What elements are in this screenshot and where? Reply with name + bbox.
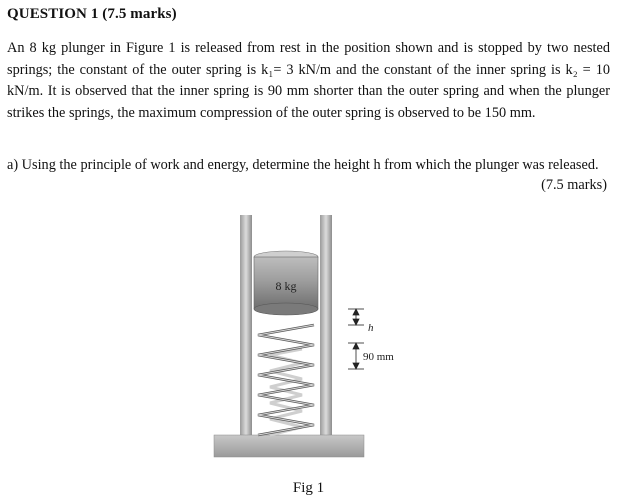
part-a-text: a) Using the principle of work and energy, determine the height h from which the plunger was released. xyxy=(7,157,599,173)
gap-label: 90 mm xyxy=(363,351,394,363)
ground-base xyxy=(214,435,364,457)
left-guide-wall xyxy=(240,215,252,437)
figure-caption: Fig 1 xyxy=(292,480,325,496)
question-title: QUESTION 1 (7.5 marks) xyxy=(7,6,177,22)
question-text: An 8 kg plunger in Figure 1 is released from rest in the position shown and is stopped by two nested springs; the constant of the outer spring is k₁= 3 kN/m and the constant of the inner spring is k₂ = 10 kN/m. It is observed that the inner spring is 90 mm shorter than the outer spring and when the plunger strikes the springs, the maximum compression of the outer spring is observed to be 150 mm. xyxy=(7,40,610,121)
outer-spring-highlight xyxy=(258,325,314,435)
height-label: h xyxy=(368,322,374,334)
plunger-spring-diagram xyxy=(200,205,430,465)
right-guide-wall xyxy=(320,215,332,437)
part-a-marks: (7.5 marks) xyxy=(541,177,607,193)
dimension-90mm xyxy=(348,343,364,369)
mass-label: 8 kg xyxy=(275,279,297,293)
figure-1 xyxy=(200,205,430,465)
dimension-h xyxy=(348,309,364,325)
